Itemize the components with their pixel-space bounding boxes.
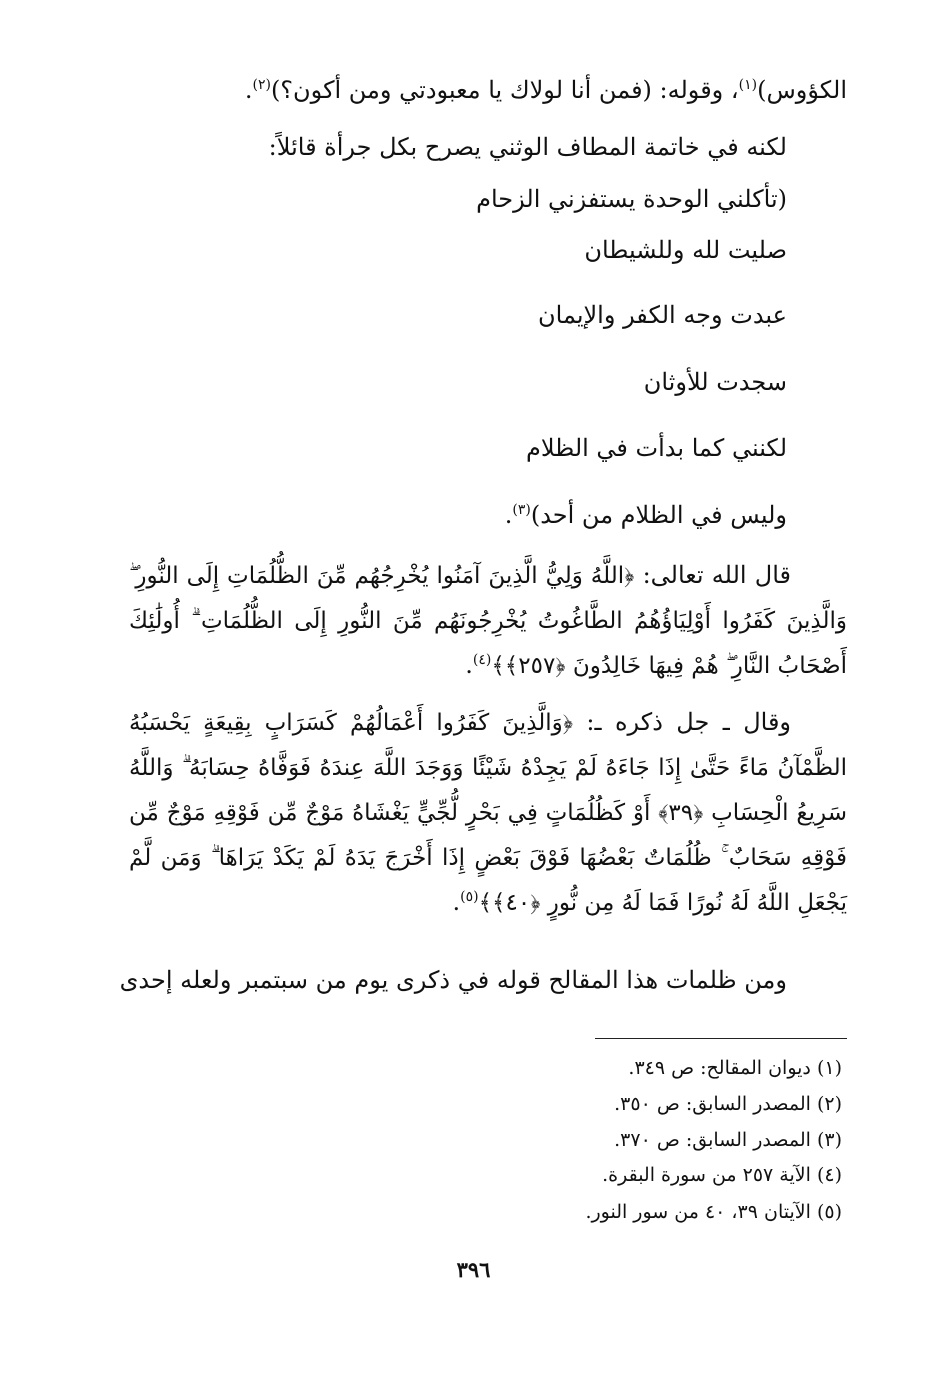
quran-1-verse: ﴿اللَّهُ وَلِيُّ الَّذِينَ آمَنُوا يُخْرِجُهُم مِّنَ الظُّلُمَاتِ إِلَى النُّورِ ۖ وَالَّذِينَ كَفَرُوا أَوْلِيَاؤُهُمُ الطَّاغُوتُ يُخْرِجُونَهُم مِّنَ النُّورِ إِلَى الظُّلُمَاتِ ۗ أُولَٰئِكَ أَصْحَابُ النَّارِ ۖ هُمْ فِيهَا خَالِدُونَ ﴿٢٥٧﴾﴾ xyxy=(129,563,847,679)
poem-line-6 xyxy=(505,503,787,527)
poem-line-4: سجدت للأوثان xyxy=(643,368,787,396)
footnote-5-num: (٥) xyxy=(816,1201,842,1223)
quran-2-intro: وقال ـ جل ذكره ـ: xyxy=(586,708,792,736)
footnote-3-num: (٣) xyxy=(816,1129,842,1151)
footnote-divider xyxy=(595,1038,847,1039)
closing-line: ومن ظلمات هذا المقالح قوله في ذكرى يوم من سبتمبر ولعله إحدى xyxy=(119,966,787,994)
footnote-ref-4: (٤) xyxy=(472,652,492,668)
footnote-1-text: ديوان المقالح: ص ٣٤٩. xyxy=(628,1057,811,1079)
paragraph-text-a: الكؤوس) xyxy=(757,76,847,104)
poem-line-6-text: وليس في الظلام من أحد) xyxy=(530,501,787,529)
poem-line-5: لكنني كما بدأت في الظلام xyxy=(525,434,787,462)
footnote-4-text: الآية ٢٥٧ من سورة البقرة. xyxy=(602,1164,811,1186)
quran-2-verse: ﴿وَالَّذِينَ كَفَرُوا أَعْمَالُهُمْ كَسَرَابٍ بِقِيعَةٍ يَحْسَبُهُ الظَّمْآنُ مَاءً حَتَّىٰ إِذَا جَاءَهُ لَمْ يَجِدْهُ شَيْئًا وَوَجَدَ اللَّهَ عِندَهُ فَوَفَّاهُ حِسَابَهُ ۗ وَاللَّهُ سَرِيعُ الْحِسَابِ ﴿٣٩﴾ أَوْ كَظُلُمَاتٍ فِي بَحْرٍ لُّجِّيٍّ يَغْشَاهُ مَوْجٌ مِّن فَوْقِهِ مَوْجٌ مِّن فَوْقِهِ سَحَابٌ ۚ ظُلُمَاتٌ بَعْضُهَا فَوْقَ بَعْضٍ إِذَا أَخْرَجَ يَدَهُ لَمْ يَكَدْ يَرَاهَا ۗ وَمَن لَّمْ يَجْعَلِ اللَّهُ لَهُ نُورًا فَمَا لَهُ مِن نُّورٍ ﴿٤٠﴾﴾ xyxy=(129,710,847,916)
footnote-3-text: المصدر السابق: ص ٣٧٠. xyxy=(614,1129,811,1151)
footnote-2-num: (٢) xyxy=(816,1093,842,1115)
quran-2-end: . xyxy=(452,888,461,916)
quran-passage-1 xyxy=(129,553,847,688)
footnote-ref-1: (١) xyxy=(738,77,758,93)
footnote-1 xyxy=(628,1057,842,1079)
footnote-5-text: الآيتان ٣٩، ٤٠ من سور النور. xyxy=(585,1201,811,1223)
footnote-2-text: المصدر السابق: ص ٣٥٠. xyxy=(614,1093,811,1115)
footnote-4 xyxy=(602,1164,842,1186)
poem-end: . xyxy=(504,501,513,529)
page-number: ٣٩٦ xyxy=(456,1257,491,1282)
footnote-ref-3: (٣) xyxy=(512,502,531,518)
paragraph-text-b: ، وقوله: (فمن أنا لولاك يا معبودتي ومن أكون؟) xyxy=(270,76,739,104)
footnote-ref-2: (٢) xyxy=(252,77,271,93)
poem-intro: لكنه في خاتمة المطاف الوثني يصرح بكل جرأة قائلاً: xyxy=(268,133,787,161)
quran-1-intro: قال الله تعالى: xyxy=(642,561,791,589)
footnote-1-num: (١) xyxy=(816,1057,842,1079)
poem-line-1: (تأكلني الوحدة يستفزني الزحام xyxy=(476,185,787,213)
quran-1-end: . xyxy=(465,651,473,679)
poem-line-3: عبدت وجه الكفر والإيمان xyxy=(538,301,787,329)
poem-line-2: صليت لله وللشيطان xyxy=(584,236,787,264)
footnote-5 xyxy=(585,1201,842,1223)
quran-passage-2 xyxy=(129,700,847,925)
footnote-4-num: (٤) xyxy=(816,1164,842,1186)
footnote-3 xyxy=(614,1129,842,1151)
paragraph-end: . xyxy=(244,76,253,104)
footnote-2 xyxy=(614,1093,842,1115)
footnote-ref-5: (٥) xyxy=(460,889,479,905)
paragraph-opening xyxy=(245,78,847,102)
